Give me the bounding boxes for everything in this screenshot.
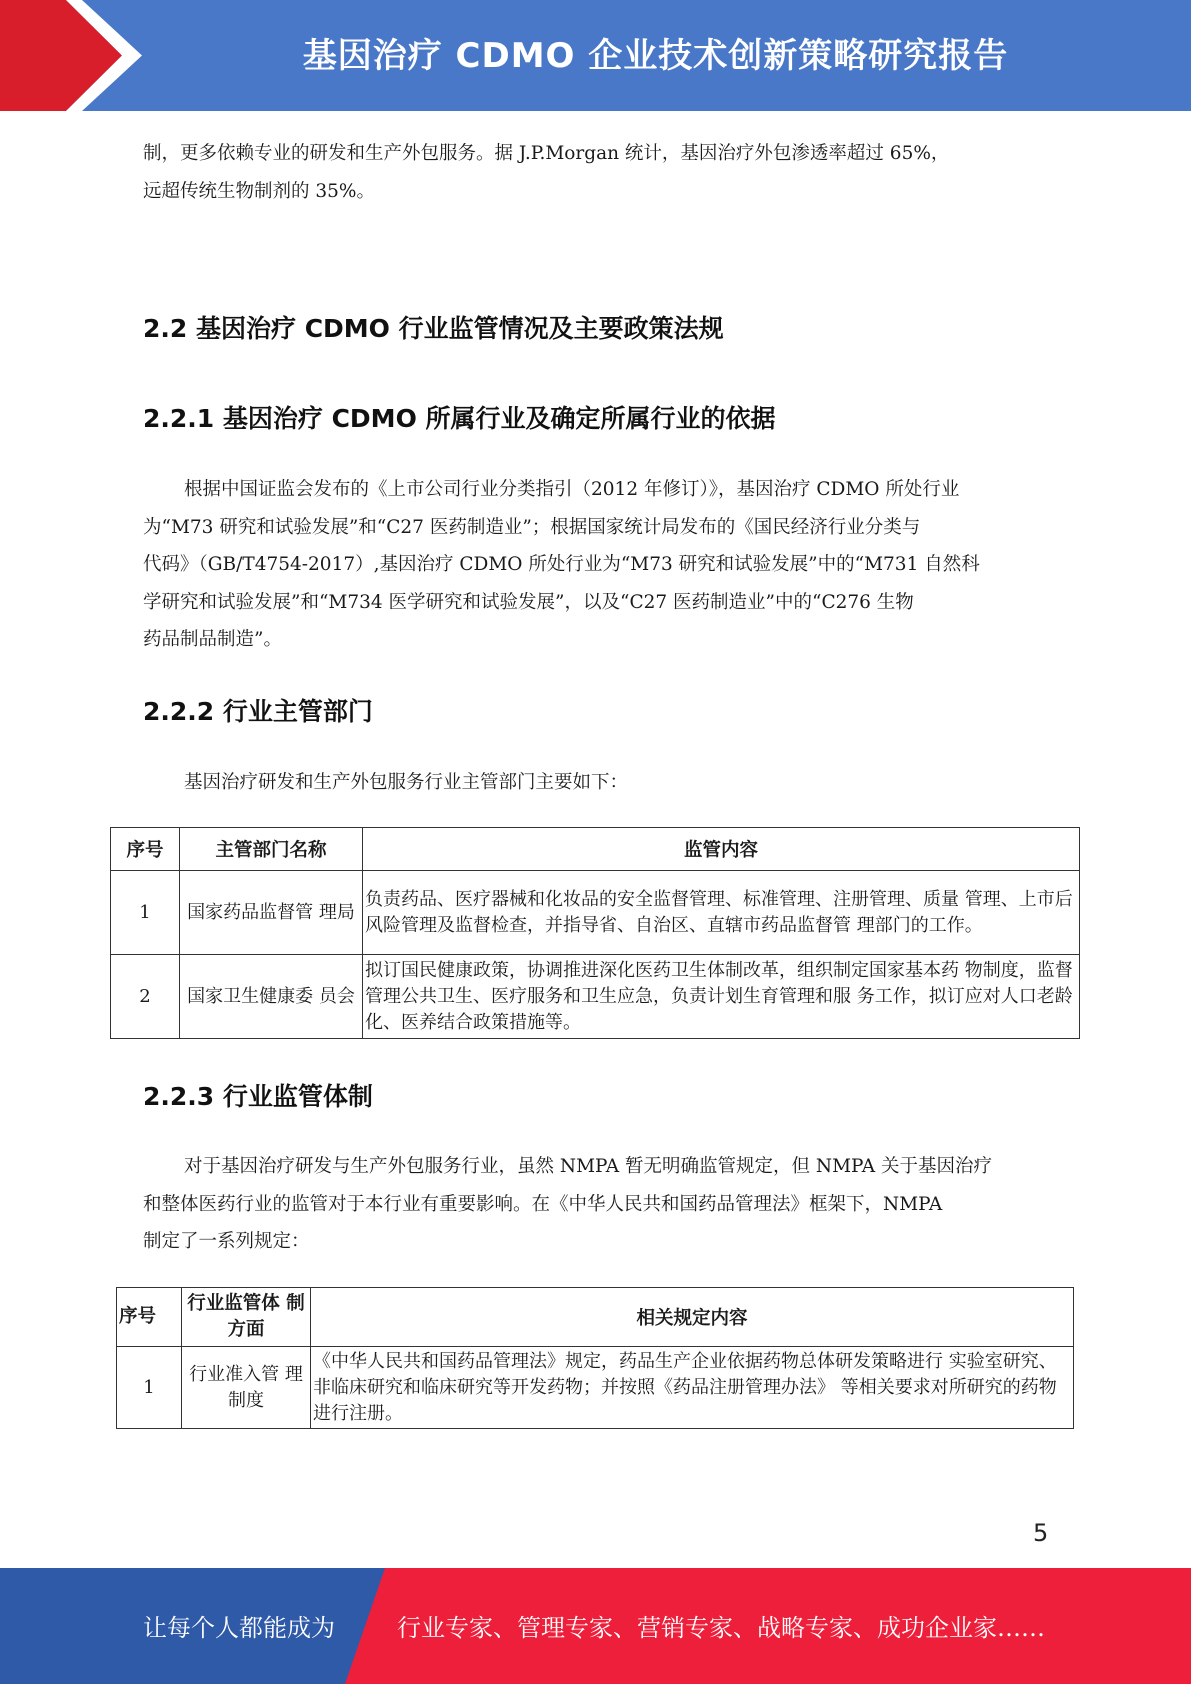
section-heading-2-2-2: 2.2.2 行业主管部门 [143, 697, 373, 726]
page-number: 5 [1033, 1519, 1049, 1547]
table-header-cell: 序号 [117, 1288, 182, 1347]
table-cell-no: 2 [111, 955, 180, 1039]
report-title: 基因治疗 CDMO 企业技术创新策略研究报告 [302, 36, 1009, 76]
table-header-cell: 行业监管体 制方面 [182, 1288, 311, 1347]
paragraph-line: 制定了一系列规定： [143, 1231, 310, 1252]
section-2-2-1-paragraph [143, 471, 1043, 659]
table-cell-content: 《中华人民共和国药品管理法》规定，药品生产企业依据药物总体研发策略进行 实验室研究、非临床研究和临床研究等开发药物；并按照《药品注册管理办法》 等相关要求对所研究的药物进行注册。 [311, 1347, 1074, 1429]
table-cell-name: 行业准入管 理制度 [182, 1347, 311, 1429]
section-2-2-3-paragraph [143, 1148, 1043, 1261]
table-header-cell: 相关规定内容 [311, 1288, 1074, 1347]
table-header-row [111, 828, 1080, 871]
table-row [117, 1347, 1074, 1429]
table-row [111, 955, 1080, 1039]
section-heading-2-2-3: 2.2.3 行业监管体制 [143, 1082, 373, 1111]
intro-line: 制，更多依赖专业的研发和生产外包服务。据 J.P.Morgan 统计，基因治疗外包渗透率超过 65%， [143, 143, 950, 164]
regulation-table [116, 1287, 1074, 1429]
section-heading-2-2: 2.2 基因治疗 CDMO 行业监管情况及主要政策法规 [143, 314, 724, 343]
paragraph-line: 代码》（GB/T4754-2017）,基因治疗 CDMO 所处行业为“M73 研究和试验发展”中的“M731 自然科 [143, 554, 980, 575]
paragraph-line: 药品制品制造”。 [143, 629, 282, 650]
intro-paragraph [143, 135, 1043, 210]
table-cell-no: 1 [111, 871, 180, 955]
page-header [0, 0, 1191, 111]
footer-slogan-right: 行业专家、管理专家、营销专家、战略专家、成功企业家…… [397, 1614, 1045, 1642]
table-header-row [117, 1288, 1074, 1347]
paragraph-line: 根据中国证监会发布的《上市公司行业分类指引（2012 年修订）》，基因治疗 CDMO 所处行业 [184, 479, 960, 500]
header-arrow-decoration [0, 0, 150, 111]
footer-slogan-left: 让每个人都能成为 [143, 1614, 335, 1642]
regulator-table [110, 827, 1080, 1039]
table-row [111, 871, 1080, 955]
table-header-cell: 监管内容 [363, 828, 1080, 871]
paragraph-line: 学研究和试验发展”和“M734 医学研究和试验发展”，以及“C27 医药制造业”中的“C276 生物 [143, 591, 914, 613]
section-2-2-2-intro: 基因治疗研发和生产外包服务行业主管部门主要如下： [184, 772, 629, 793]
table-cell-name: 国家卫生健康委 员会 [180, 955, 363, 1039]
table-header-cell: 序号 [111, 828, 180, 871]
intro-line: 远超传统生物制剂的 35%。 [143, 180, 376, 202]
paragraph-line: 为“M73 研究和试验发展”和“C27 医药制造业”；根据国家统计局发布的《国民经济行业分类与 [143, 516, 921, 538]
table-cell-no: 1 [117, 1347, 182, 1429]
page-footer [0, 1568, 1191, 1684]
table-cell-name: 国家药品监督管 理局 [180, 871, 363, 955]
paragraph-line: 和整体医药行业的监管对于本行业有重要影响。在《中华人民共和国药品管理法》框架下，NMPA [143, 1193, 943, 1215]
table-header-cell: 主管部门名称 [180, 828, 363, 871]
section-heading-2-2-1: 2.2.1 基因治疗 CDMO 所属行业及确定所属行业的依据 [143, 404, 776, 433]
table-cell-content: 拟订国民健康政策，协调推进深化医药卫生体制改革，组织制定国家基本药 物制度，监督管理公共卫生、医疗服务和卫生应急，负责计划生育管理和服 务工作，拟订应对人口老龄化、医养结合政策措施等。 [363, 955, 1080, 1039]
table-cell-content: 负责药品、医疗器械和化妆品的安全监督管理、标准管理、注册管理、质量 管理、上市后风险管理及监督检查，并指导省、自治区、直辖市药品监督管 理部门的工作。 [363, 871, 1080, 955]
paragraph-line: 对于基因治疗研发与生产外包服务行业，虽然 NMPA 暂无明确监管规定，但 NMPA 关于基因治疗 [184, 1156, 993, 1177]
